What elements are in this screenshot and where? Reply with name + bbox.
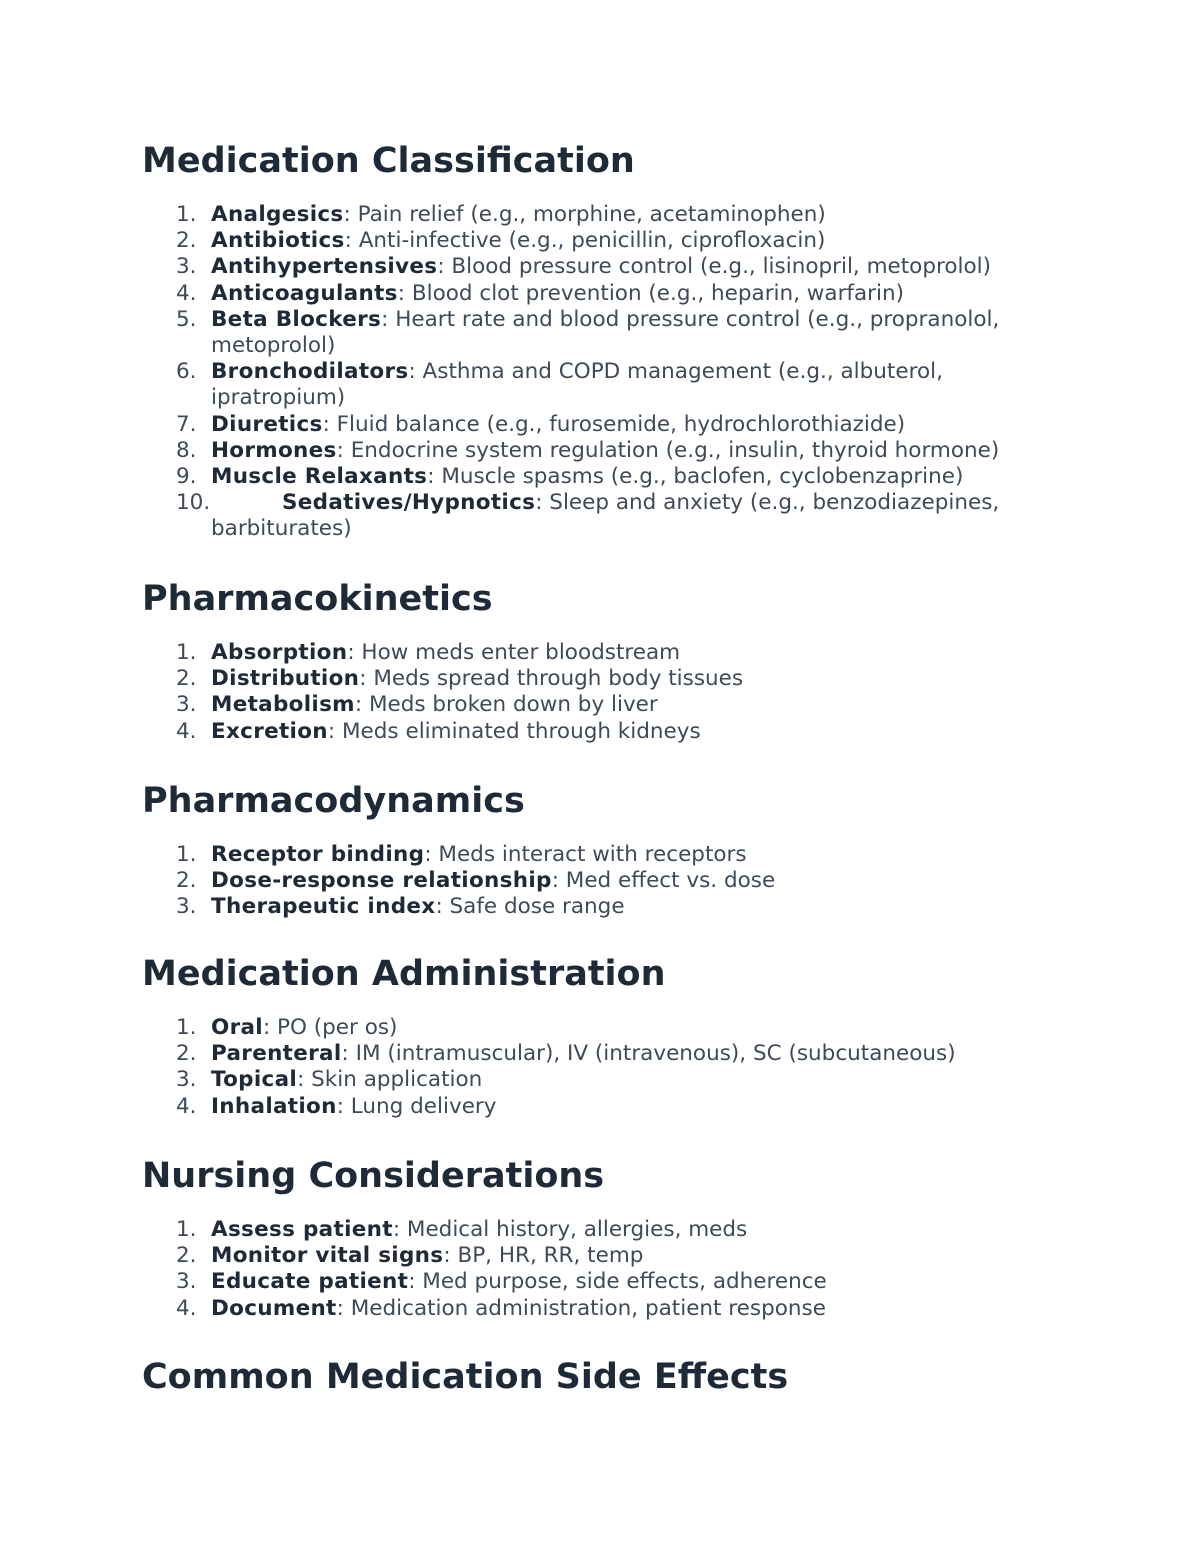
list-item (142, 490, 1062, 542)
term-description: : Heart rate and blood pressure control (e.g., propranolol, metoprolol) (211, 306, 1000, 359)
list-item (142, 1269, 1062, 1295)
term-label: Metabolism (211, 692, 355, 718)
list-item-text (211, 1217, 747, 1242)
section-3 (142, 780, 1062, 921)
list-item (142, 719, 1062, 745)
list-number: 3. (176, 1067, 197, 1093)
term-description: : Asthma and COPD management (e.g., albuterol, ipratropium) (211, 359, 943, 411)
list-item (142, 438, 1062, 464)
section-heading: Medication Classification (142, 141, 635, 181)
term-description: : Meds broken down by liver (354, 692, 658, 718)
list-item (142, 842, 1062, 868)
term-label: Therapeutic index (211, 894, 436, 920)
term-description: : Med effect vs. dose (551, 868, 776, 894)
list-item (142, 228, 1062, 254)
term-description: : Endocrine system regulation (e.g., insulin, thyroid hormone) (336, 437, 1000, 463)
list-number: 3. (176, 894, 197, 920)
section-2 (142, 578, 1062, 745)
list-item-text (211, 281, 904, 306)
term-description: : Muscle spasms (e.g., baclofen, cyclobenzaprine) (427, 464, 964, 490)
list-item (142, 666, 1062, 692)
list-number: 2. (176, 1041, 197, 1067)
list-item-text (211, 228, 825, 253)
list-item (142, 1217, 1062, 1243)
term-label: Assess patient (211, 1217, 393, 1242)
term-label: Topical (211, 1067, 298, 1093)
list-item-text (211, 868, 775, 893)
list-item (142, 359, 1062, 411)
term-description: : Meds eliminated through kidneys (327, 718, 701, 744)
list-item (142, 307, 1062, 359)
list-item (142, 1041, 1062, 1067)
numbered-list (142, 1217, 1062, 1322)
list-number: 2. (176, 666, 197, 692)
term-label: Sedatives/Hypnotics (282, 490, 536, 516)
list-item-text (211, 640, 680, 665)
list-item-text (211, 438, 999, 463)
term-label: Diuretics (211, 411, 323, 437)
numbered-list (142, 640, 1062, 745)
list-item-text (211, 1269, 827, 1294)
term-description: : Blood clot prevention (e.g., heparin, warfarin) (397, 280, 904, 306)
numbered-list (142, 842, 1062, 921)
term-label: Bronchodilators (211, 359, 409, 385)
list-item-text (211, 254, 991, 279)
section-heading: Common Medication Side Effects (142, 1357, 789, 1397)
list-number: 10. (176, 490, 211, 516)
list-item-text (211, 490, 999, 541)
list-item (142, 692, 1062, 718)
term-label: Document (211, 1295, 337, 1321)
term-description: : Skin application (297, 1067, 483, 1093)
section-6 (142, 1356, 1062, 1398)
list-item (142, 464, 1062, 490)
term-label: Beta Blockers (211, 306, 382, 332)
list-number: 4. (176, 1295, 197, 1321)
term-label: Hormones (211, 437, 337, 463)
term-label: Absorption (211, 640, 348, 665)
term-label: Distribution (211, 666, 360, 692)
term-label: Antibiotics (211, 228, 345, 254)
term-label: Dose-response relationship (211, 868, 552, 894)
term-label: Parenteral (211, 1041, 342, 1067)
term-label: Muscle Relaxants (211, 464, 428, 490)
list-number: 9. (176, 464, 197, 490)
list-item-text (211, 464, 963, 489)
term-description: : Meds spread through body tissues (359, 666, 744, 692)
term-description: : How meds enter bloodstream (347, 640, 681, 665)
term-label: Inhalation (211, 1093, 337, 1119)
list-item (142, 1094, 1062, 1120)
list-item-text (211, 692, 658, 717)
term-description: : Medication administration, patient response (336, 1295, 826, 1321)
list-item-text (211, 1041, 956, 1066)
term-label: Anticoagulants (211, 280, 398, 306)
list-number: 1. (176, 1015, 197, 1040)
list-item-text (211, 894, 625, 919)
list-number: 7. (176, 411, 197, 437)
section-heading: Pharmacokinetics (142, 579, 493, 619)
list-number: 3. (176, 254, 197, 280)
list-item-text (211, 1243, 643, 1268)
section-heading: Medication Administration (142, 954, 666, 994)
list-item (142, 1296, 1062, 1322)
list-item (142, 1015, 1062, 1041)
section-heading: Pharmacodynamics (142, 781, 525, 821)
list-item-text (211, 1067, 482, 1092)
section-1 (142, 140, 1062, 543)
list-item-text (211, 719, 701, 744)
term-label: Excretion (211, 718, 328, 744)
list-number: 1. (176, 1217, 197, 1242)
term-description: : PO (per os) (262, 1015, 398, 1040)
list-number: 1. (176, 640, 197, 665)
term-description: : Safe dose range (435, 894, 625, 920)
numbered-list (142, 202, 1062, 543)
section-heading: Nursing Considerations (142, 1156, 605, 1196)
term-label: Educate patient (211, 1269, 409, 1295)
list-item (142, 254, 1062, 280)
term-description: : Fluid balance (e.g., furosemide, hydrochlorothiazide) (322, 411, 906, 437)
list-number: 2. (176, 228, 197, 254)
list-number: 8. (176, 437, 197, 463)
list-item-text (211, 1015, 397, 1040)
list-number: 4. (176, 280, 197, 306)
list-item-text (211, 842, 747, 867)
term-label: Oral (211, 1015, 263, 1040)
list-number: 2. (176, 868, 197, 894)
term-description: : Pain relief (e.g., morphine, acetaminophen) (343, 202, 826, 227)
term-label: Analgesics (211, 202, 344, 227)
list-item-text (211, 666, 743, 691)
term-description: : Sleep and anxiety (e.g., benzodiazepines, barbiturates) (211, 490, 1000, 542)
list-item (142, 894, 1062, 920)
list-item (142, 202, 1062, 228)
list-number: 4. (176, 718, 197, 744)
term-description: : Blood pressure control (e.g., lisinopril, metoprolol) (437, 254, 991, 280)
list-number: 1. (176, 202, 197, 227)
term-description: : IM (intramuscular), IV (intravenous), SC (subcutaneous) (341, 1041, 956, 1067)
list-item (142, 868, 1062, 894)
section-5 (142, 1155, 1062, 1322)
term-description: : Meds interact with receptors (424, 842, 747, 867)
list-item-text (211, 359, 943, 410)
list-item (142, 412, 1062, 438)
list-item-text (211, 412, 905, 437)
list-item (142, 1243, 1062, 1269)
list-number: 3. (176, 692, 197, 718)
list-item (142, 281, 1062, 307)
numbered-list (142, 1015, 1062, 1120)
list-number: 6. (176, 359, 197, 385)
list-item-text (211, 307, 999, 358)
term-description: : Medical history, allergies, meds (392, 1217, 748, 1242)
list-item (142, 1067, 1062, 1093)
term-label: Receptor binding (211, 842, 425, 867)
term-label: Antihypertensives (211, 254, 438, 280)
list-number: 3. (176, 1269, 197, 1295)
list-item-text (211, 202, 826, 227)
list-item (142, 640, 1062, 666)
section-4 (142, 953, 1062, 1120)
term-description: : BP, HR, RR, temp (443, 1243, 644, 1269)
list-item-text (211, 1296, 826, 1321)
term-label: Monitor vital signs (211, 1243, 444, 1269)
list-item-text (211, 1094, 496, 1119)
term-description: : Anti-infective (e.g., penicillin, ciprofloxacin) (344, 228, 826, 254)
list-number: 1. (176, 842, 197, 867)
list-number: 5. (176, 306, 197, 332)
list-number: 2. (176, 1243, 197, 1269)
term-description: : Lung delivery (336, 1093, 497, 1119)
list-number: 4. (176, 1093, 197, 1119)
term-description: : Med purpose, side effects, adherence (408, 1269, 827, 1295)
